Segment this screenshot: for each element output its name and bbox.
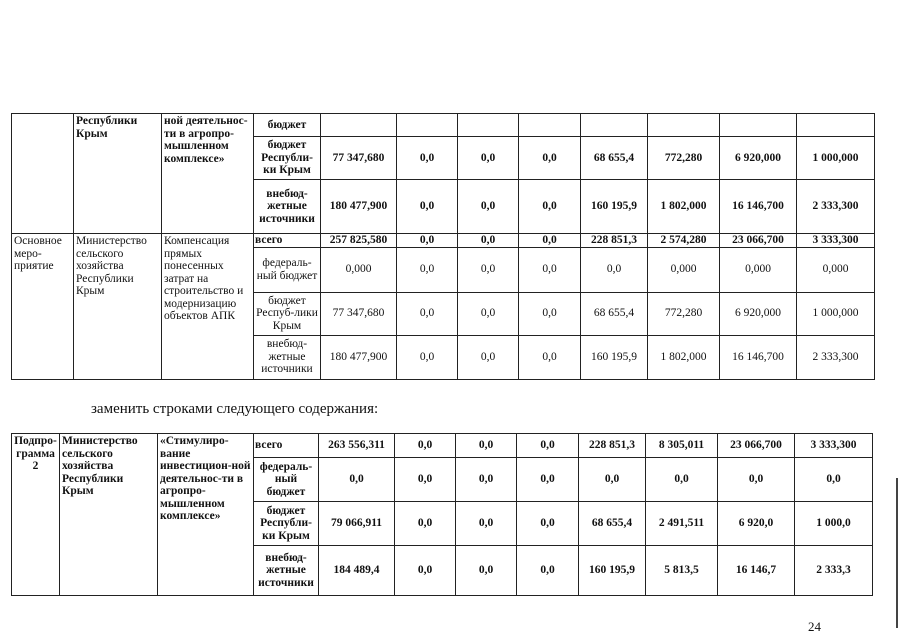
value-cell (720, 114, 797, 137)
value-cell (519, 114, 581, 137)
value-cell: 0,0 (395, 502, 456, 546)
scan-edge-line (896, 478, 898, 628)
funding-table-new (11, 433, 873, 596)
value-cell: 0,0 (517, 502, 579, 546)
value-cell: 77 347,680 (321, 292, 397, 335)
value-cell: 0,0 (319, 458, 395, 502)
funding-source-cell: внебюд-жетные источники (254, 180, 321, 234)
value-cell: 772,280 (648, 137, 720, 180)
funding-source-cell: бюджет Респуб-лики Крым (254, 292, 321, 335)
value-cell: 0,0 (519, 335, 581, 379)
value-cell: 0,000 (321, 247, 397, 292)
value-cell: 0,000 (797, 247, 875, 292)
replace-note: заменить строками следующего содержания: (91, 401, 379, 417)
funding-source-cell: федераль-ный бюджет (254, 247, 321, 292)
value-cell: 1 000,0 (795, 502, 873, 546)
value-cell: 79 066,911 (319, 502, 395, 546)
program-type-cell (12, 114, 74, 234)
value-cell: 0,0 (517, 458, 579, 502)
value-cell: 16 146,7 (718, 546, 795, 596)
value-cell: 0,0 (397, 292, 458, 335)
responsible-org-cell: Министерство сельского хозяйства Республики Крым (74, 234, 162, 380)
value-cell: 8 305,011 (646, 434, 718, 458)
value-cell: 6 920,0 (718, 502, 795, 546)
value-cell: 257 825,580 (321, 234, 397, 248)
value-cell: 160 195,9 (579, 546, 646, 596)
value-cell: 0,0 (458, 180, 519, 234)
value-cell: 0,0 (456, 502, 517, 546)
value-cell: 0,0 (397, 247, 458, 292)
program-name-cell: «Стимулиро-вание инвестицион-ной деятельнос-ти в агропро-мышленном комплексе» (158, 434, 254, 596)
value-cell: 1 802,000 (648, 180, 720, 234)
value-cell (648, 114, 720, 137)
responsible-org-cell: Министерство сельского хозяйства Республики Крым (60, 434, 158, 596)
value-cell: 0,0 (519, 292, 581, 335)
value-cell: 0,0 (519, 180, 581, 234)
page-number: 24 (808, 619, 821, 634)
funding-source-cell: всего (254, 434, 319, 458)
value-cell: 180 477,900 (321, 335, 397, 379)
program-type-cell: Подпро-грамма 2 (12, 434, 60, 596)
value-cell: 180 477,900 (321, 180, 397, 234)
table-row (12, 234, 875, 248)
value-cell: 1 802,000 (648, 335, 720, 379)
value-cell: 0,0 (456, 458, 517, 502)
value-cell: 2 491,511 (646, 502, 718, 546)
value-cell: 0,0 (579, 458, 646, 502)
value-cell: 0,0 (456, 434, 517, 458)
value-cell: 0,0 (397, 137, 458, 180)
value-cell: 263 556,311 (319, 434, 395, 458)
value-cell: 160 195,9 (581, 180, 648, 234)
value-cell: 0,0 (795, 458, 873, 502)
value-cell: 0,0 (456, 546, 517, 596)
value-cell (321, 114, 397, 137)
value-cell: 3 333,300 (797, 234, 875, 248)
value-cell: 0,0 (519, 234, 581, 248)
value-cell: 0,000 (648, 247, 720, 292)
value-cell: 184 489,4 (319, 546, 395, 596)
value-cell: 5 813,5 (646, 546, 718, 596)
value-cell: 772,280 (648, 292, 720, 335)
value-cell: 0,0 (517, 434, 579, 458)
value-cell: 160 195,9 (581, 335, 648, 379)
value-cell: 68 655,4 (581, 137, 648, 180)
value-cell: 2 333,300 (797, 180, 875, 234)
value-cell: 0,0 (395, 458, 456, 502)
value-cell: 23 066,700 (720, 234, 797, 248)
value-cell: 3 333,300 (795, 434, 873, 458)
value-cell: 6 920,000 (720, 137, 797, 180)
value-cell: 2 574,280 (648, 234, 720, 248)
value-cell: 2 333,300 (797, 335, 875, 379)
value-cell: 0,0 (519, 247, 581, 292)
value-cell: 0,0 (458, 292, 519, 335)
value-cell (581, 114, 648, 137)
program-name-cell: Компенсация прямых понесенных затрат на строительство и модернизацию объектов АПК (162, 234, 254, 380)
value-cell: 16 146,700 (720, 180, 797, 234)
responsible-org-cell: Республики Крым (74, 114, 162, 234)
program-name-cell: ной деятельнос-ти в агропро-мышленном комплексе» (162, 114, 254, 234)
funding-source-cell: федераль-ный бюджет (254, 458, 319, 502)
value-cell: 228 851,3 (579, 434, 646, 458)
value-cell: 0,0 (395, 546, 456, 596)
table-row (12, 434, 873, 458)
value-cell: 0,0 (458, 247, 519, 292)
funding-source-cell: внебюд-жетные источники (254, 546, 319, 596)
value-cell (458, 114, 519, 137)
value-cell: 68 655,4 (579, 502, 646, 546)
value-cell: 0,0 (395, 434, 456, 458)
value-cell: 0,0 (519, 137, 581, 180)
value-cell: 0,000 (720, 247, 797, 292)
funding-source-cell: внебюд-жетные источники (254, 335, 321, 379)
table-row (12, 114, 875, 137)
value-cell: 0,0 (718, 458, 795, 502)
value-cell: 0,0 (397, 234, 458, 248)
value-cell: 0,0 (458, 137, 519, 180)
value-cell: 6 920,000 (720, 292, 797, 335)
value-cell: 0,0 (581, 247, 648, 292)
value-cell: 2 333,3 (795, 546, 873, 596)
funding-source-cell: бюджет Республи-ки Крым (254, 137, 321, 180)
value-cell: 0,0 (458, 335, 519, 379)
program-type-cell: Основное меро-приятие (12, 234, 74, 380)
value-cell: 1 000,000 (797, 137, 875, 180)
value-cell (797, 114, 875, 137)
value-cell: 77 347,680 (321, 137, 397, 180)
value-cell: 228 851,3 (581, 234, 648, 248)
value-cell: 1 000,000 (797, 292, 875, 335)
value-cell: 16 146,700 (720, 335, 797, 379)
value-cell (397, 114, 458, 137)
funding-table-old (11, 113, 875, 380)
value-cell: 0,0 (397, 335, 458, 379)
value-cell: 0,0 (646, 458, 718, 502)
value-cell: 23 066,700 (718, 434, 795, 458)
funding-source-cell: бюджет (254, 114, 321, 137)
funding-source-cell: всего (254, 234, 321, 248)
value-cell: 0,0 (517, 546, 579, 596)
value-cell: 0,0 (397, 180, 458, 234)
value-cell: 68 655,4 (581, 292, 648, 335)
value-cell: 0,0 (458, 234, 519, 248)
funding-source-cell: бюджет Республи-ки Крым (254, 502, 319, 546)
